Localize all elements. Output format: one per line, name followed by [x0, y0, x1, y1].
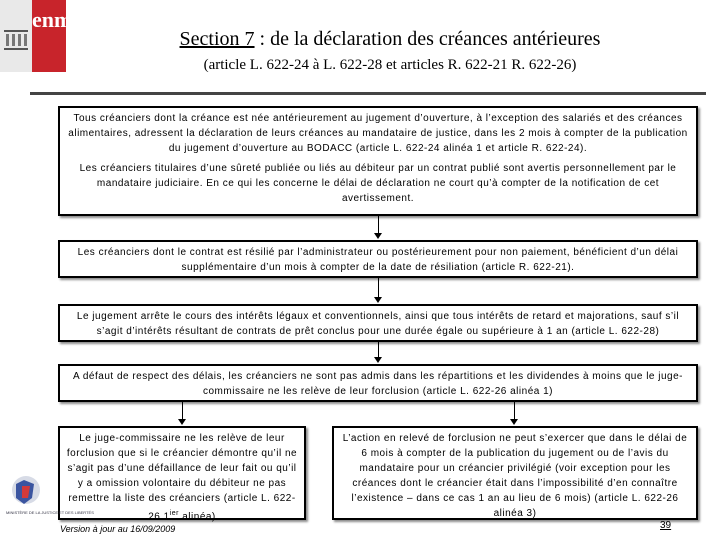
- logo-columns-icon: [4, 30, 28, 50]
- box-interets: [58, 304, 698, 342]
- section-number: Section 7: [179, 28, 255, 50]
- box-text: A défaut de respect des délais, les créanciers ne sont pas admis dans les répartitions et les dividendes à moins que le juge-commissaire ne les relève de leur forclusion (article L. 622-26 alinéa 1): [72, 371, 684, 397]
- connector-line: [514, 402, 515, 420]
- box-text: Le juge-commissaire ne les relève de leur forclusion que si le créancier démontre qu’il ne s’agit pas d’une défaillance de leur fait ou qu’il y a omission volontaire du débiteur ne pas remettre la liste des créanciers (article L. 622-26 $1^{ier}$ alinéa): [66, 433, 298, 523]
- connector-line: [378, 278, 379, 298]
- page-subtitle: (article L. 622-24 à L. 622-28 et articles R. 622-21 R. 622-26): [203, 57, 577, 73]
- connector-line: [378, 342, 379, 358]
- box-releve-conditions: [58, 426, 306, 523]
- box-forclusion: [58, 364, 698, 402]
- box-text: Le jugement arrête le cours des intérêts légaux et conventionnels, ainsi que tous intérêts de retard et majorations, sauf s’il s’agit d’intérêts résultant de contrats de prêt conclus pour une durée égale ou supérieure à 1 an (article L. 622-28): [76, 311, 680, 337]
- arrow-down-icon: [374, 297, 382, 303]
- emblem-label: MINISTÈRE DE LA JUSTICE ET DES LIBERTÉS: [6, 510, 94, 515]
- header-divider: [30, 92, 706, 95]
- box-declaration-rules: [58, 106, 698, 216]
- arrow-down-icon: [374, 233, 382, 239]
- section-title: : de la déclaration des créances antérieures: [254, 28, 601, 50]
- connector-line: [182, 402, 183, 420]
- version-note: Version à jour au 16/09/2009: [60, 524, 176, 534]
- box-text: L’action en relevé de forclusion ne peut s’exercer que dans le délai de 6 mois à compter de la publication du jugement ou de l’avis du mandataire pour un créancier privilégié (voir exception pour les créances dont le créancier était dans l’impossibilité d’en connaître l’existence – dans ce cas 1 an au lieu de 6 mois) (article L. 622-26 alinéa 3): [342, 433, 688, 519]
- box-releve-delai: [332, 426, 698, 520]
- arrow-down-icon: [374, 357, 382, 363]
- arrow-down-icon: [178, 419, 186, 425]
- page-number: 39: [660, 520, 672, 531]
- arrow-down-icon: [510, 419, 518, 425]
- box-text: Tous créanciers dont la créance est née antérieurement au jugement d’ouverture, à l’exception des salariés et des créances alimentaires, adressent la déclaration de leurs créances au mandataire de justice, dans les 2 mois à compter de la publication du jugement d’ouverture au BODACC (article L. 622-24 alinéa 1 et article R. 622-24).: [68, 113, 688, 154]
- connector-line: [378, 216, 379, 234]
- box-text: Les créanciers titulaires d’une sûreté publiée ou liés au débiteur par un contrat publié sont avertis personnellement par le mandataire judiciaire. En ce qui les concerne le délai de déclaration ne court qu’à compter de la notification de cet avertissement.: [79, 163, 677, 204]
- ministry-emblem-icon: [4, 470, 94, 528]
- box-text: Les créanciers dont le contrat est résilié par l’administrateur ou postérieurement pour non paiement, bénéficient d’un délai supplémentaire d’un mois à compter de la date de résiliation (article R. 622-21).: [77, 247, 679, 273]
- page-title: [80, 28, 700, 51]
- box-resiliation: [58, 240, 698, 278]
- logo-text: enm: [32, 7, 73, 32]
